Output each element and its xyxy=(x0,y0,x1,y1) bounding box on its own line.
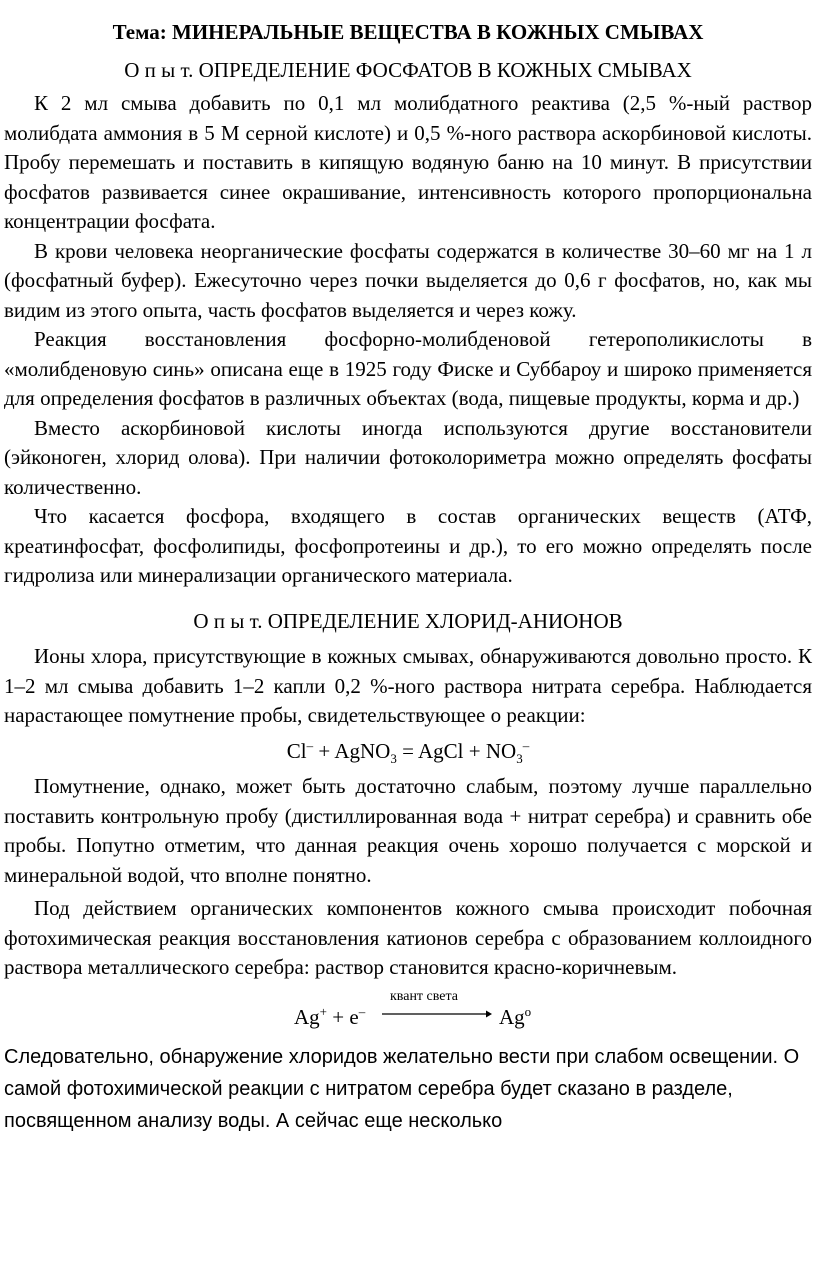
paragraph: К 2 мл смыва добавить по 0,1 мл молибдатного реактива (2,5 %-ный раствор молибдата аммония в 5 М серной кислоте) и 0,5 %-ного раствора аскорбиновой кислоты. Пробу перемешать и поставить в кипящую водяную баню на 10 минут. В присутствии фосфатов развивается синее окрашивание, интенсивность которого пропорциональна концентрации фосфата. xyxy=(4,91,812,233)
heading-text: . ОПРЕДЕЛЕНИЕ ФОСФАТОВ В КОЖНЫХ СМЫВАХ xyxy=(188,57,692,82)
paragraph: Помутнение, однако, может быть достаточно слабым, поэтому лучше параллельно поставить контрольную пробу (дистиллированная вода + нитрат серебра) и сравнить обе пробы. Попутно отметим, что данная реакция очень хорошо получается с морской и минеральной водой, что вполне понятно. xyxy=(4,774,812,887)
paragraph: Под действием органических компонентов кожного смыва происходит побочная фотохимическая реакция восстановления катионов серебра с образованием коллоидного раствора металлического серебра: раствор становится красно-коричневым. xyxy=(4,896,812,979)
equation-photoreduction xyxy=(4,989,812,1041)
arrow-label: квант света xyxy=(390,988,459,1004)
heading-prefix: О п ы т xyxy=(193,608,258,633)
paragraph: Что касается фосфора, входящего в состав органических веществ (АТФ, креатинфосфат, фосфолипиды, фосфопротеины и др.), то его можно определять после гидролиза или минерализации органического материала. xyxy=(4,504,812,587)
page-title: Тема: МИНЕРАЛЬНЫЕ ВЕЩЕСТВА В КОЖНЫХ СМЫВАХ xyxy=(112,20,704,44)
right-arrow-icon xyxy=(382,1009,492,1019)
equation-reactants: Ag+ + e– xyxy=(294,1003,366,1029)
paragraph: Реакция восстановления фосфорно-молибденовой гетерополикислоты в «молибденовую синь» описана еще в 1925 году Фиске и Суббароу и широко применяется для определения фосфатов в различных объектах (вода, пищевые продукты, корма и др.) xyxy=(4,327,812,410)
heading-text: . ОПРЕДЕЛЕНИЕ ХЛОРИД-АНИОНОВ xyxy=(257,608,623,633)
equation-chloride: Cl– + AgNO$_3$ = AgCl + $NO_3^-$ xyxy=(286,737,530,766)
equation-product: Ag$^o$ xyxy=(499,1003,532,1029)
paragraph: В крови человека неорганические фосфаты содержатся в количестве 30–60 мг на 1 л (фосфатный буфер). Ежесуточно через почки выделяется до 0,6 г фосфатов, но, как мы видим из этого опыта, часть фосфатов выделяется и через кожу. xyxy=(4,238,812,322)
paragraph: Следовательно, обнаружение хлоридов желательно вести при слабом освещении. О самой фотохимической реакции с нитратом серебра будет сказано в разделе, посвященном анализу воды. А сейчас еще несколько xyxy=(4,1045,800,1132)
section-heading-phosphates xyxy=(4,56,812,86)
heading-prefix: О п ы т xyxy=(124,57,189,82)
paragraph: Вместо аскорбиновой кислоты иногда используются другие восстановители (эйконоген, хлорид олова). При наличии фотоколориметра можно определять фосфаты количественно. xyxy=(4,415,812,499)
reaction-arrow xyxy=(382,989,492,1029)
paragraph: Ионы хлора, присутствующие в кожных смывах, обнаруживаются довольно просто. К 1–2 мл смыва добавить 1–2 капли 0,2 %-ного раствора нитрата серебра. Наблюдается нарастающее помутнение пробы, свидетельствующее о реакции: xyxy=(4,644,812,727)
section-heading-chlorides xyxy=(4,607,812,637)
